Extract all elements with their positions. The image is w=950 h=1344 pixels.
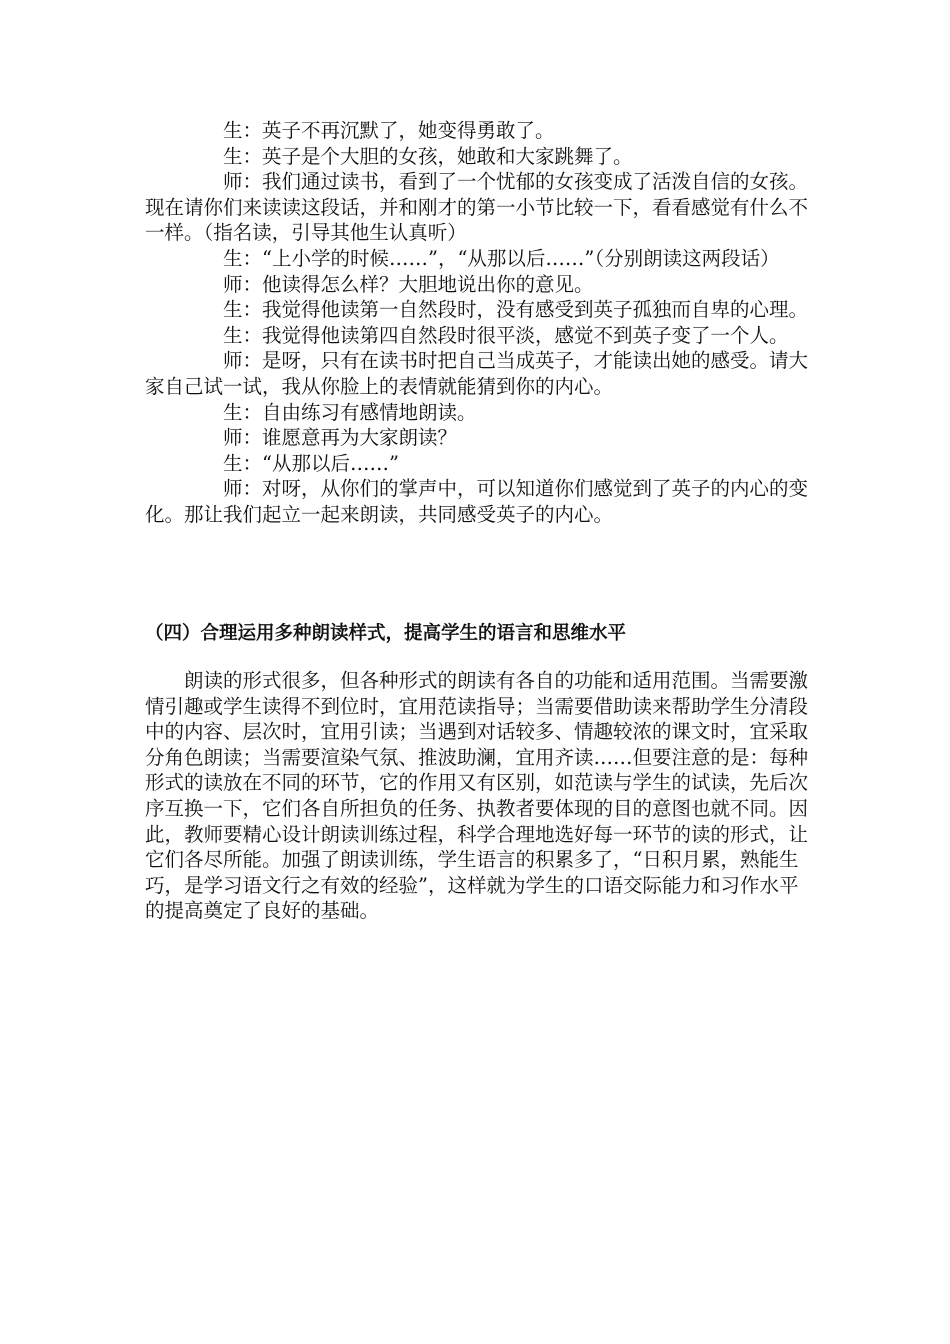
dialogue-line: 生：“从那以后……” [223, 451, 399, 475]
dialogue-line: 师：谁愿意再为大家朗读？ [223, 426, 458, 450]
dialogue-line: 师：他读得怎么样？大胆地说出你的意见。 [223, 272, 594, 296]
dialogue-line: 生：“上小学的时候……”，“从那以后……”（分别朗读这两段话） [223, 246, 780, 270]
dialogue-line: 师：是呀，只有在读书时把自己当成英子，才能读出她的感受。请大家自己试一试，我从你脸上的表情就能猜到你的内心。 [145, 349, 809, 398]
dialogue-line: 生：英子不再沉默了，她变得勇敢了。 [223, 119, 555, 142]
dialogue-line: 师：我们通过读书，看到了一个忧郁的女孩变成了活泼自信的女孩。现在请你们来读读这段话，并和刚才的第一小节比较一下，看看感觉有什么不一样。（指名读，引导其他生认真听） [145, 170, 809, 245]
dialogue-line: 生：自由练习有感情地朗读。 [223, 400, 477, 424]
dialogue-line: 生：我觉得他读第四自然段时很平淡，感觉不到英子变了一个人。 [223, 323, 789, 347]
section-heading: （四）合理运用多种朗读样式，提高学生的语言和思维水平 [145, 623, 627, 644]
dialogue-line: 生：我觉得他读第一自然段时，没有感受到英子孤独而自卑的心理。 [223, 298, 809, 322]
classroom-dialogue [145, 118, 815, 528]
body-paragraph: 朗读的形式很多，但各种形式的朗读有各自的功能和适用范围。当需要激情引趣或学生读得不到位时，宜用范读指导；当需要借助读来帮助学生分清段中的内容、层次时，宜用引读；当遇到对话较多、情趣较浓的课文时，宜采取分角色朗读；当需要渲染气氛、推波助澜，宜用齐读……但要注意的是：每种形式的读放在不同的环节，它的作用又有区别，如范读与学生的试读，先后次序互换一下，它们各自所担负的任务、执教者要体现的目的意图也就不同。因此，教师要精心设计朗读训练过程，科学合理地选好每一环节的读的形式，让它们各尽所能。加强了朗读训练，学生语言的积累多了，“日积月累，熟能生巧，是学习语文行之有效的经验”，这样就为学生的口语交际能力和习作水平的提高奠定了良好的基础。 [145, 669, 809, 923]
dialogue-line: 生：英子是个大胆的女孩，她敢和大家跳舞了。 [223, 144, 633, 168]
dialogue-line: 师：对呀，从你们的掌声中，可以知道你们感觉到了英子的内心的变化。那让我们起立一起来朗读，共同感受英子的内心。 [145, 477, 809, 526]
